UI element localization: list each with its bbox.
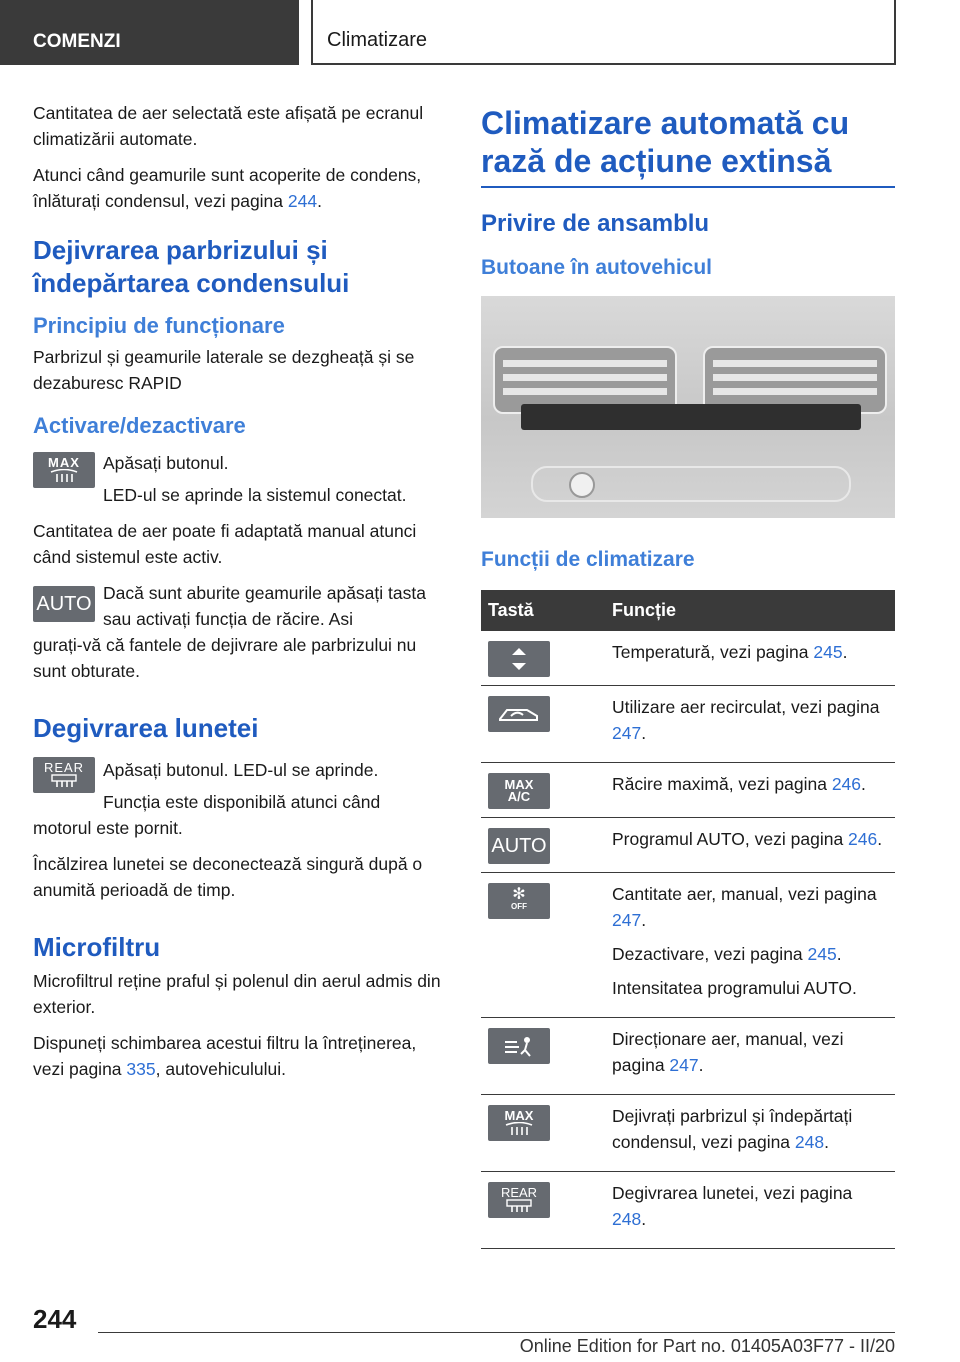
- intro-paragraph-2: Atunci când geamurile sunt acoperite de condens, înlăturați condensul, vezi pagina 244.: [33, 165, 422, 211]
- section-title: COMENZI: [33, 31, 121, 52]
- rear-defrost-icon: REAR: [488, 1182, 550, 1218]
- chapter-title: Climatizare: [327, 29, 428, 51]
- page-link[interactable]: 335: [126, 1059, 156, 1079]
- auto-text-a: Dacă sunt aburite geamurile apăsați tasta sau activați funcția de răcire. Asi: [103, 583, 426, 629]
- edition-text: Online Edition for Part no. 01405A03F77 - II/20: [519, 1336, 895, 1356]
- table-row: MAX Dejivrați parbrizul și îndepărtați condensul, vezi pagina 248.: [481, 1095, 895, 1172]
- air-distribution-icon: [488, 1028, 550, 1064]
- auto-text-b: gurați-vă că fantele de dejivrare ale parbrizului nu sunt obturate.: [33, 635, 417, 681]
- page-link[interactable]: 246: [848, 829, 878, 849]
- page-link[interactable]: 244: [287, 191, 318, 211]
- table-row: REAR Degivrarea lunetei, vezi pagina 248.: [481, 1172, 895, 1249]
- intro-paragraph-1: Cantitatea de aer selectată este afișată pe ecranul climatizării automate.: [33, 103, 424, 149]
- page-link[interactable]: 245: [807, 944, 837, 964]
- column-header-function: Funcție: [605, 590, 895, 631]
- fan-off-icon: ✻ OFF: [488, 883, 550, 919]
- page-link[interactable]: 247: [669, 1055, 699, 1075]
- functions-table: [481, 590, 895, 1249]
- page-link[interactable]: 245: [813, 642, 843, 662]
- main-heading: Climatizare automată cu rază de acțiune extinsă: [481, 104, 895, 188]
- climate-button-strip: [521, 404, 861, 430]
- recirculation-icon: [488, 696, 550, 732]
- max-defrost-row: [33, 450, 447, 508]
- rear-step-1: Apăsați butonul. LED-ul se aprinde.: [103, 760, 379, 780]
- chapter-tab: [311, 0, 896, 65]
- heading-defrost: Dejivrarea parbrizului și îndepărtarea condensului: [33, 235, 350, 298]
- table-row: AUTO Programul AUTO, vezi pagina 246.: [481, 818, 895, 873]
- activate-step-1: Apăsați butonul.: [103, 453, 229, 473]
- table-row: Utilizare aer recirculat, vezi pagina 247.: [481, 686, 895, 763]
- max-defrost-icon: MAX: [488, 1105, 550, 1141]
- page-number: 244: [33, 1304, 77, 1334]
- auto-program-icon: AUTO: [488, 828, 550, 864]
- page-link[interactable]: 248: [794, 1132, 825, 1152]
- table-header-row: [481, 590, 895, 631]
- left-column: [33, 100, 447, 1092]
- max-defrost-icon: MAX: [33, 452, 95, 488]
- page-link[interactable]: 246: [831, 774, 862, 794]
- page-link[interactable]: 248: [612, 1209, 642, 1229]
- table-row: Direcționare aer, manual, vezi pagina 247.: [481, 1018, 895, 1095]
- heading-buttons: Butoane în autovehicul: [481, 256, 713, 279]
- rear-auto-off-text: Încălzirea lunetei se deconectează singură după o anumită perioadă de timp.: [33, 854, 423, 900]
- filter-text-1: Microfiltrul reține praful și polenul din aerul admis din exterior.: [33, 971, 441, 1017]
- column-header-key: Tastă: [481, 590, 605, 631]
- rear-defrost-row: [33, 757, 447, 815]
- right-column: [481, 104, 895, 1249]
- climate-panel-photo: [481, 296, 895, 518]
- auto-program-icon: AUTO: [33, 586, 95, 622]
- heading-functions: Funcții de climatizare: [481, 548, 695, 571]
- table-row: MAX A/C Răcire maximă, vezi pagina 246.: [481, 763, 895, 818]
- section-tab: [0, 0, 299, 65]
- page-link[interactable]: 247: [612, 910, 642, 930]
- table-row: ✻ OFF Cantitate aer, manual, vezi pagina 247. Dezactivare, vezi pagina 245. Intensitatea programului AUTO.: [481, 873, 895, 1018]
- airflow-text: Cantitatea de aer poate fi adaptată manual atunci când sistemul este activ.: [33, 521, 417, 567]
- activate-step-2: LED-ul se aprinde la sistemul conectat.: [103, 485, 407, 505]
- rear-step-2a: Funcția este disponibilă atunci când: [103, 792, 381, 812]
- max-ac-icon: MAX A/C: [488, 773, 550, 809]
- footer-divider: [98, 1332, 895, 1333]
- heading-rear-defrost: Degivrarea lunetei: [33, 713, 259, 743]
- rear-defrost-icon: REAR: [33, 757, 95, 793]
- heading-microfilter: Microfiltru: [33, 932, 161, 962]
- heading-overview: Privire de ansamblu: [481, 210, 710, 237]
- control-knob: [569, 472, 595, 498]
- temperature-icon: [488, 641, 550, 677]
- heading-activate: Activare/dezactivare: [33, 413, 246, 438]
- page-link[interactable]: 247: [612, 723, 642, 743]
- table-row: Temperatură, vezi pagina 245.: [481, 631, 895, 686]
- filter-text-2: Dispuneți schimbarea acestui filtru la întreținerea, vezi pagina 335, autovehiculului.: [33, 1033, 417, 1079]
- rear-step-2b: motorul este pornit.: [33, 818, 183, 838]
- heading-principle: Principiu de funcționare: [33, 313, 285, 338]
- principle-text: Parbrizul și geamurile laterale se dezgheață și se dezaburesc RAPID: [33, 347, 415, 393]
- auto-row: [33, 580, 447, 632]
